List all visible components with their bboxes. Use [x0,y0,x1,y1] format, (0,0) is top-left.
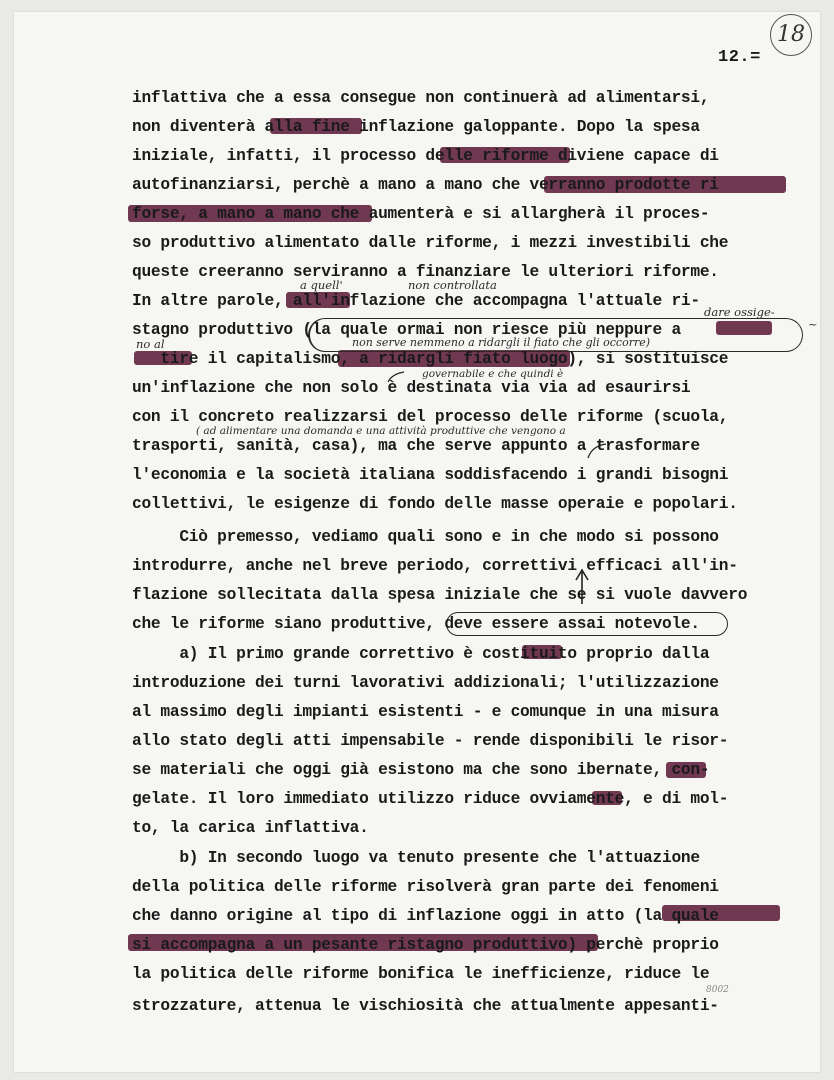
text-line: strozzature, attenua le vischiosità che attualmente appesanti- [132,997,719,1015]
text-line: to, la carica inflattiva. [132,819,369,837]
text-line: con il concreto realizzarsi del processo delle riforme (scuola, [132,408,729,426]
text-line: della politica delle riforme risolverà gran parte dei fenomeni [132,878,719,896]
text-line: autofinanziarsi, perchè a mano a mano che verranno prodotte ri [132,176,719,194]
text-line: trasporti, sanità, casa), ma che serve appunto a trasformare [132,437,700,455]
text-line: collettivi, le esigenze di fondo delle masse operaie e popolari. [132,495,738,513]
text-line: queste creeranno serviranno a finanziare le ulteriori riforme. [132,263,719,281]
text-line: un'inflazione che non solo è destinata via via ad esaurirsi [132,379,691,397]
handwritten-note: ~ [808,317,818,331]
text-line: iniziale, infatti, il processo delle riforme diviene capace di [132,147,719,165]
handwritten-note: no al [136,337,165,351]
handwritten-note: dare ossige- [704,305,775,319]
text-line: si accompagna a un pesante ristagno produttivo) perchè proprio [132,936,719,954]
text-line: In altre parole, all'inflazione che accompagna l'attuale ri- [132,292,700,310]
text-line: non diventerà alla fine inflazione galoppante. Dopo la spesa [132,118,700,136]
text-line: flazione sollecitata dalla spesa iniziale che se si vuole davvero [132,586,748,604]
text-line: se materiali che oggi già esistono ma che sono ibernate, con- [132,761,710,779]
text-line: introdurre, anche nel breve periodo, correttivi efficaci all'in- [132,557,738,575]
handwritten-note: governabile e che quindi è [422,368,564,380]
archive-stamp: 18 [770,14,812,56]
text-line: forse, a mano a mano che aumenterà e si allargherà il proces- [132,205,710,223]
text-line: so produttivo alimentato dalle riforme, i mezzi investibili che [132,234,729,252]
text-line: stagno produttivo (la quale ormai non riesce più neppure a [132,321,681,339]
text-line: a) Il primo grande correttivo è costituito proprio dalla [132,645,710,663]
handwritten-note: a quell' [300,278,343,292]
text-line: b) In secondo luogo va tenuto presente che l'attuazione [132,849,700,867]
text-line: gelate. Il loro immediato utilizzo riduce ovviamente, e di mol- [132,790,729,808]
handwritten-note: ( ad alimentare una domanda e una attività produttive che vengono a [196,425,566,437]
handwritten-note: non serve nemmeno a ridargli il fiato che gli occorre) [352,336,651,349]
handwritten-note: 8002 [706,985,729,995]
text-line: Ciò premesso, vediamo quali sono e in che modo si possono [132,528,719,546]
text-line: che le riforme siano produttive, deve essere assai notevole. [132,615,700,633]
text-line: la politica delle riforme bonifica le inefficienze, riduce le [132,965,710,983]
page-number: 12.= [718,48,761,67]
handwritten-note: non controllata [408,278,497,292]
text-line: al massimo degli impianti esistenti - e comunque in una misura [132,703,719,721]
text-line: introduzione dei turni lavorativi addizionali; l'utilizzazione [132,674,719,692]
text-line: che danno origine al tipo di inflazione oggi in atto (la quale [132,907,719,925]
text-line: allo stato degli atti impensabile - rende disponibili le risor- [132,732,729,750]
text-line: inflattiva che a essa consegue non continuerà ad alimentarsi, [132,89,710,107]
text-line: tire il capitalismo, a ridargli fiato luogo), si sostituisce [132,350,729,368]
text-line: l'economia e la società italiana soddisfacendo i grandi bisogni [132,466,729,484]
